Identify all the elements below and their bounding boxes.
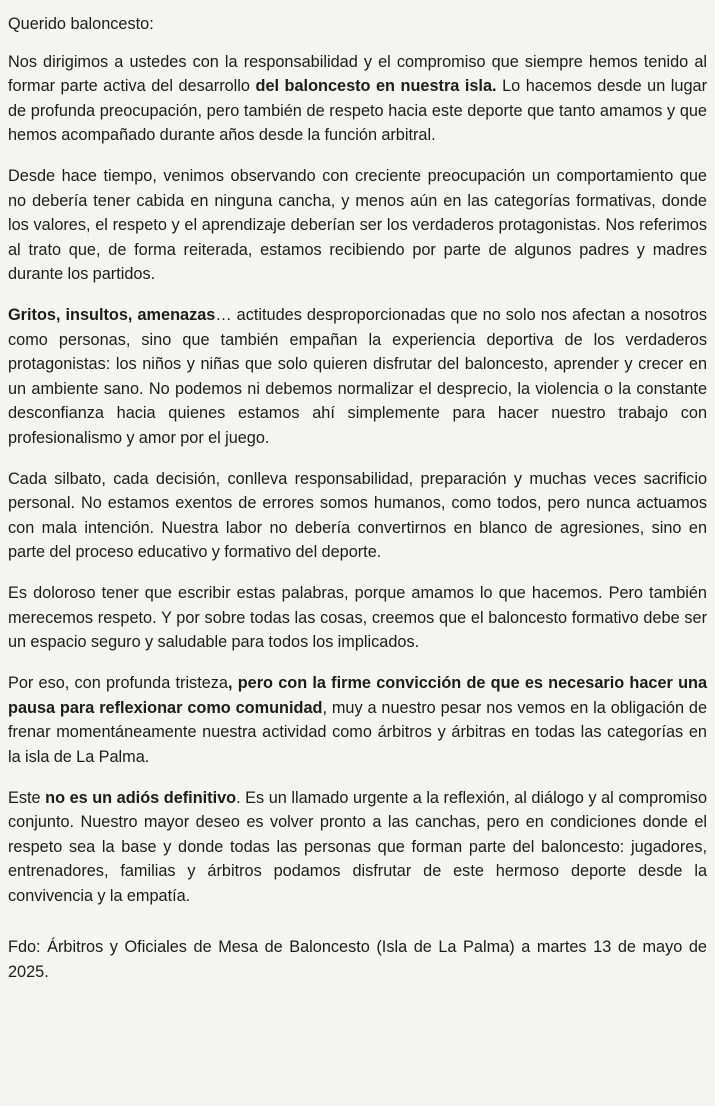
paragraph-text: , muy a nuestro pesar nos vemos en la obligación de frenar momentáneamente nuestra actividad como árbitros y árbitras en todas las categorías en la isla de La Palma.	[8, 698, 708, 766]
paragraph-1	[8, 50, 707, 148]
paragraph-4	[8, 467, 707, 565]
paragraph-text: Cada silbato, cada decisión, conlleva responsabilidad, preparación y muchas veces sacrificio personal. No estamos exentos de errores somos humanos, como todos, pero nunca actuamos con mala intención. Nuestra labor no debería convertirnos en blanco de agresiones, sino en parte del proceso educativo y formativo del deporte.	[8, 469, 707, 561]
paragraph-6	[8, 671, 707, 769]
paragraph-text: Lo hacemos desde un lugar de profunda preocupación, pero también de respeto hacia este deporte que tanto amamos y que hemos acompañado durante años desde la función arbitral.	[8, 77, 707, 144]
paragraph-text: Desde hace tiempo, venimos observando con creciente preocupación un comportamiento que no debería tener cabida en ninguna cancha, y menos aún en las categorías formativas, donde los valores, el respeto y el aprendizaje deberían ser los verdaderos protagonistas. Nos referimos al trato que, de forma reiterada, estamos recibiendo por parte de algunos padres y madres durante los partidos.	[8, 167, 707, 283]
paragraph-3	[8, 303, 707, 450]
paragraph-7	[8, 786, 707, 909]
paragraph-text: Nos dirigimos a ustedes con la responsabilidad y el compromiso que siempre hemos tenido al formar parte activa del desarrollo	[8, 52, 707, 95]
bold-phrase: Gritos, insultos, amenazas	[8, 306, 216, 324]
paragraph-2	[8, 164, 707, 287]
paragraph-text: Este	[8, 788, 46, 807]
letter-signature: Fdo: Árbitros y Oficiales de Mesa de Baloncesto (Isla de La Palma) a martes 13 de mayo de 2025.	[8, 938, 707, 981]
bold-phrase: no es un adiós definitivo	[45, 788, 237, 807]
paragraph-text: . Es un llamado urgente a la reflexión, al diálogo y al compromiso conjunto. Nuestro mayor deseo es volver pronto a las canchas, pero en condiciones donde el respeto sea la base y donde todas las personas que forman parte del baloncesto: jugadores, entrenadores, familias y árbitros podamos disfrutar de este hermoso deporte desde la convivencia y la empatía.	[8, 788, 707, 905]
paragraph-5	[8, 581, 707, 655]
bold-phrase: del baloncesto en nuestra isla.	[255, 77, 497, 95]
bold-phrase: , pero con la firme convicción de que es necesario hacer una pausa para reflexionar como comunidad	[8, 674, 708, 717]
paragraph-text: Es doloroso tener que escribir estas palabras, porque amamos lo que hacemos. Pero también merecemos respeto. Y por sobre todas las cosas, creemos que el baloncesto formativo debe ser un espacio seguro y saludable para todos los implicados.	[8, 584, 707, 651]
paragraph-text: Por eso, con profunda tristeza	[8, 674, 228, 692]
letter-greeting: Querido baloncesto:	[8, 15, 154, 33]
paragraph-text: … actitudes desproporcionadas que no solo nos afectan a nosotros como personas, sino que también empañan la experiencia deportiva de los verdaderos protagonistas: los niños y niñas que solo quieren disfrutar del baloncesto, aprender y crecer en un ambiente sano. No podemos ni debemos normalizar el desprecio, la violencia o la constante desconfianza hacia quienes estamos ahí simplemente para hacer nuestro trabajo con profesionalismo y amor por el juego.	[8, 306, 707, 447]
